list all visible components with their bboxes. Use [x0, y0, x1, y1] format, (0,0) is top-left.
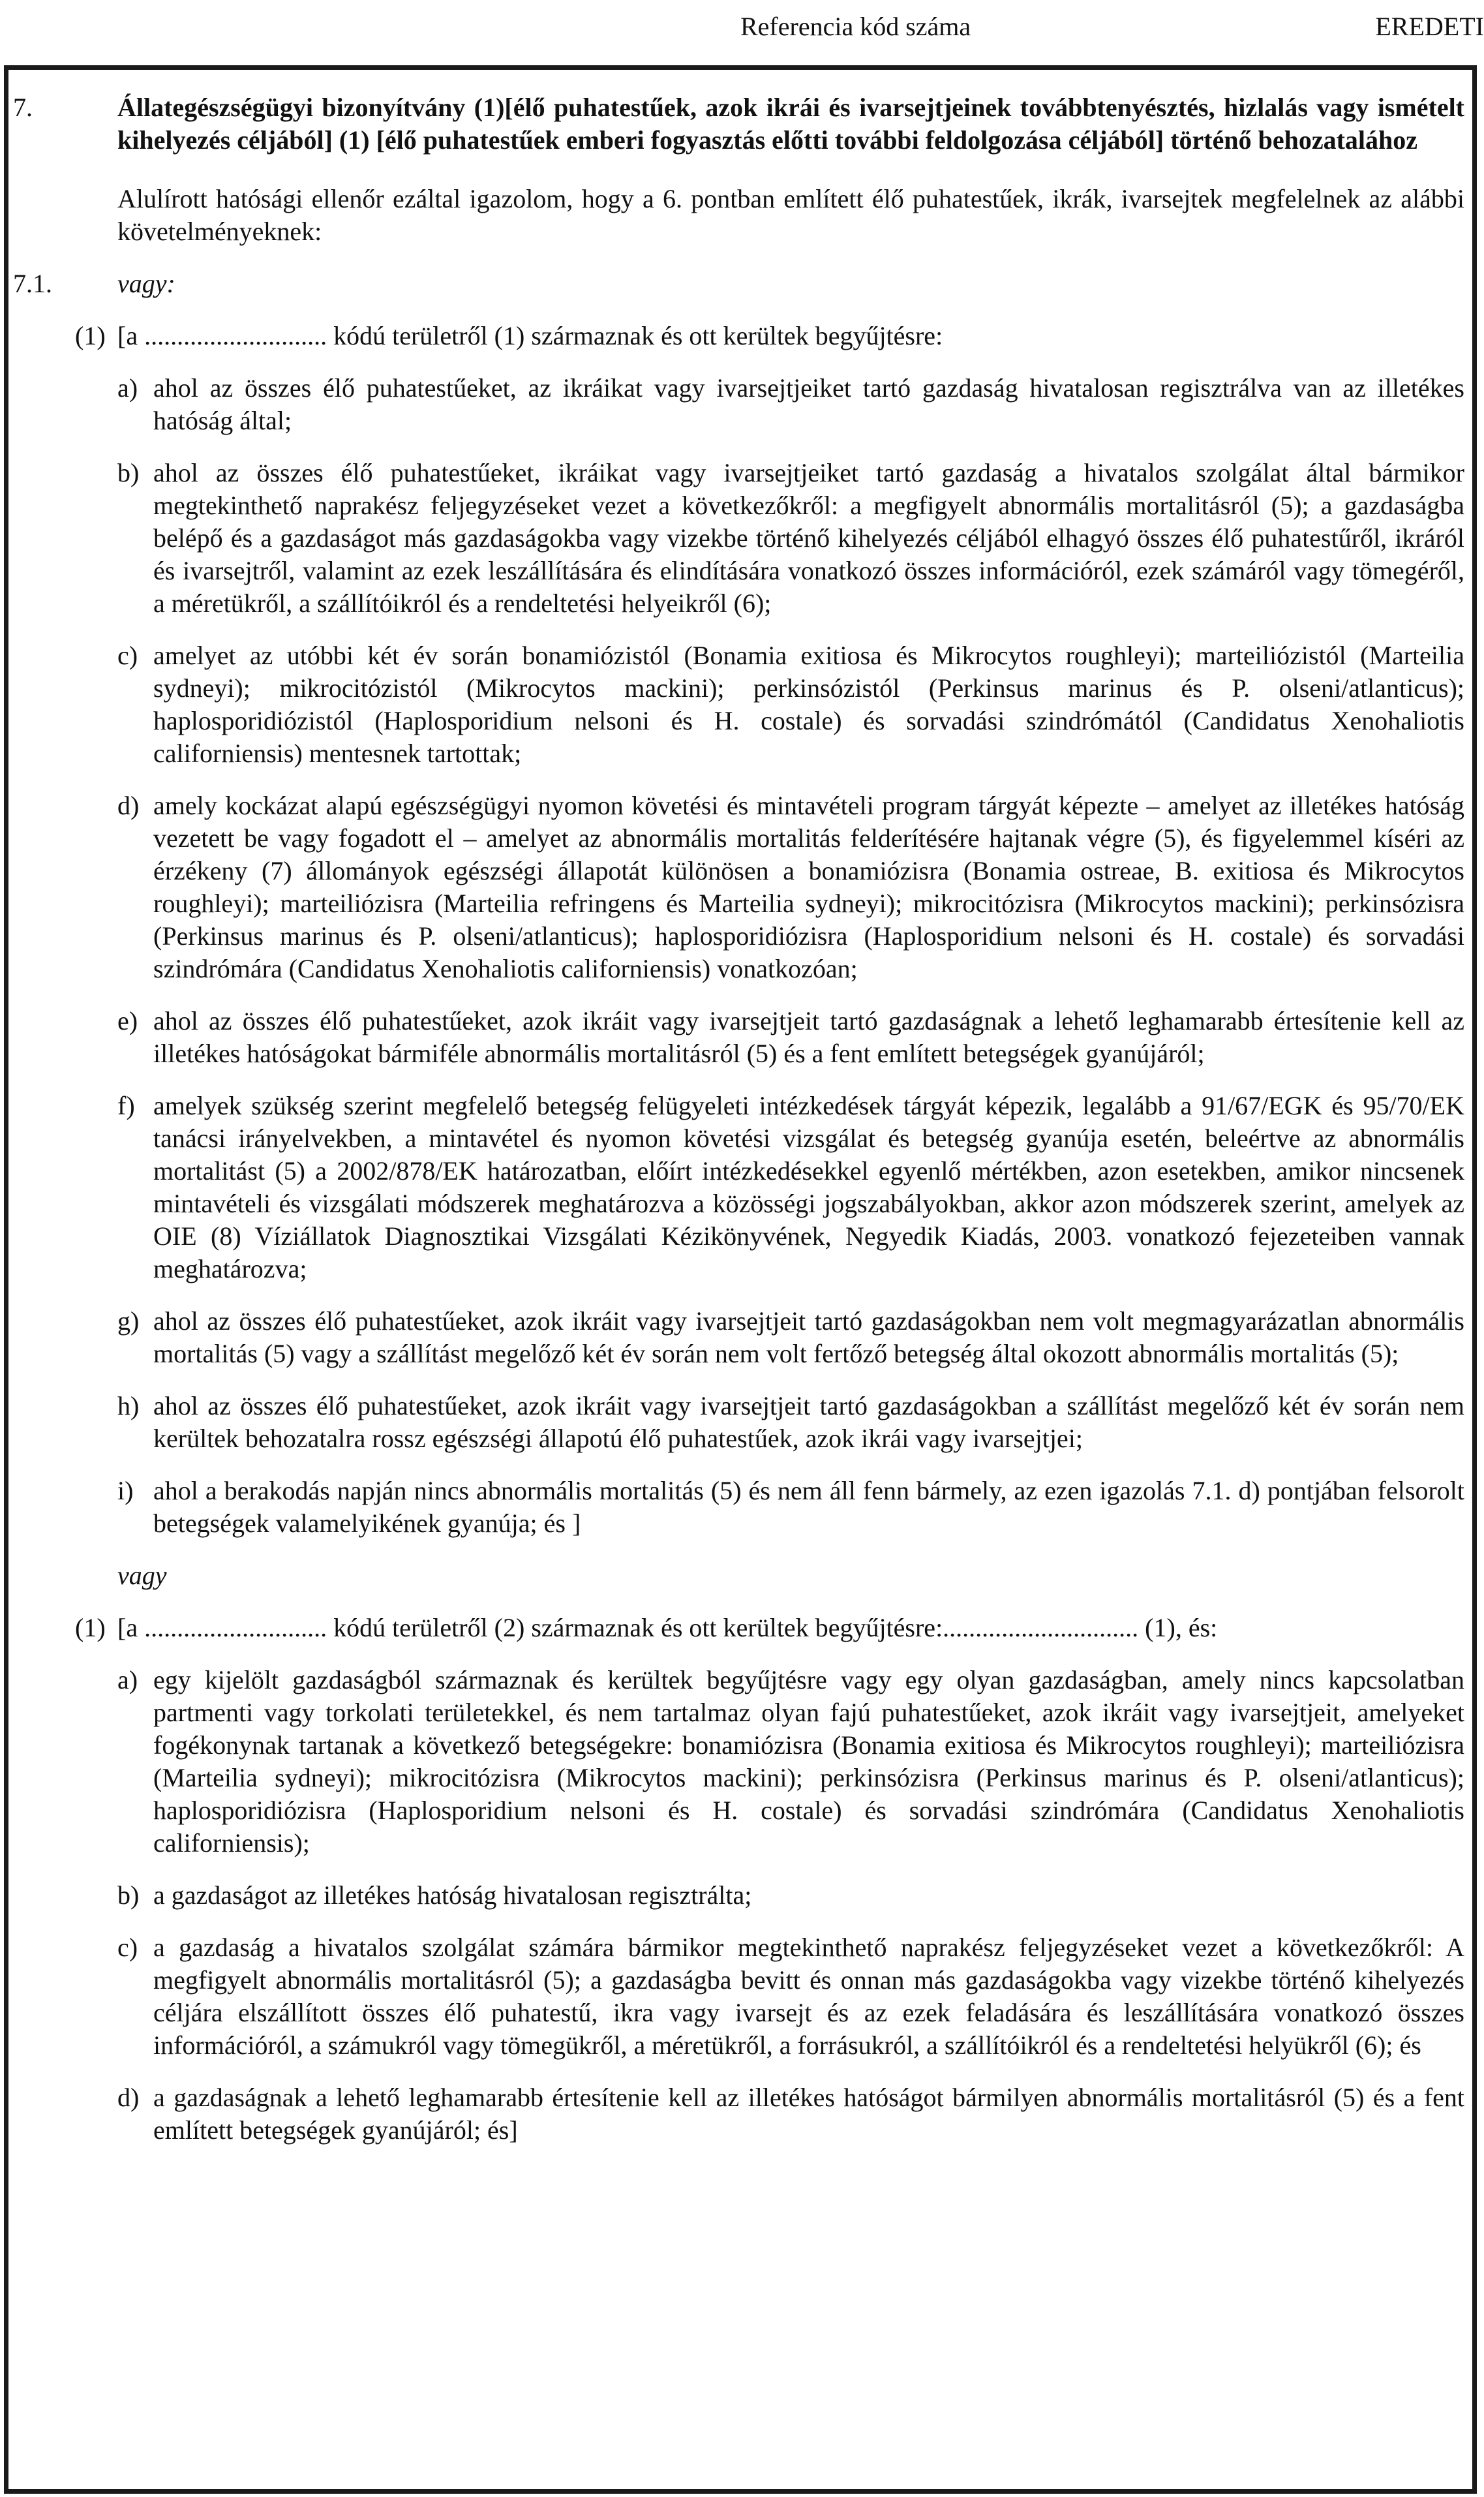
- item-text: a gazdaságnak a lehető leghamarabb értesítenie kell az illetékes hatóságot bármilyen abnormális mortalitásról (5) és a fent említett betegségek gyanújáról; és]: [153, 2083, 1464, 2145]
- list-item: [13, 1879, 1464, 1912]
- item-text: ahol az összes élő puhatestűeket, az ikráikat vagy ivarsejtjeiket tartó gazdaság hivatalosan regisztrálva van az illetékes hatóság által;: [153, 373, 1464, 435]
- item-text: amely kockázat alapú egészségügyi nyomon követési és mintavételi program tárgyát képezte – amelyet az illetékes hatóság vezetett be vagy fogadott el – amelyet az abnormális mortalitás felderítésére hajtanak végre (5), és figyelemmel kíséri az érzékeny (7) állományok egészségi állapotát különösen a bonamiózisra (Bonamia ostreae, B. exitiosa és Mikrocytos roughleyi); marteiliózisra (Marteilia refringens és Marteilia sydneyi); mikrocitózisra (Mikrocytos mackini); perkinsózisra (Perkinsus marinus és P. olseni/atlanticus); haplosporidiózisra (Haplosporidium nelsoni és H. costale) és sorvadási szindrómára (Candidatus Xenohaliotis californiensis) vonatkozóan;: [153, 791, 1464, 983]
- original-label: EREDETI: [1375, 12, 1484, 41]
- item-label: d): [117, 2083, 140, 2112]
- item-label: f): [117, 1091, 135, 1120]
- section-title: Állategészségügyi bizonyítvány (1)[élő puhatestűek, azok ikrái és ivarsejtjeinek továbbtenyésztés, hizlalás vagy ismételt kihelyezés céljából] (1) [élő puhatestűek emberi fogyasztás előtti további feldolgozása céljából] történő behozatalához: [117, 93, 1464, 155]
- item-label: a): [117, 373, 138, 403]
- item-label: b): [117, 458, 140, 487]
- between-vagy: vagy: [117, 1561, 167, 1590]
- subsection-vagy: vagy:: [117, 269, 175, 298]
- option-2-mark: (1): [75, 1613, 106, 1642]
- item-label: c): [117, 1933, 138, 1962]
- item-text: amelyet az utóbbi két év során bonamiózistól (Bonamia exitiosa és Mikrocytos roughleyi); marteiliózistól (Marteilia sydneyi); mikrocitózistól (Mikrocytos mackini); perkinsózistól (Perkinsus marinus és P. olseni/atlanticus); haplosporidiózistól (Haplosporidium nelsoni és H. costale) és sorvadási szindrómától (Candidatus Xenohaliotis californiensis) mentesnek tartottak;: [153, 641, 1464, 768]
- section-number: 7.: [13, 93, 33, 122]
- list-item: [13, 789, 1464, 985]
- option-2-lead-text: [a ............................ kódú területről (2) származnak és ott kerültek begyűjtésre:.............................. (1), és:: [117, 1613, 1218, 1642]
- reference-code-label: Referencia kód száma: [740, 12, 971, 41]
- item-label: e): [117, 1006, 138, 1035]
- item-text: ahol az összes élő puhatestűeket, azok ikráit vagy ivarsejtjeit tartó gazdaságnak a lehető leghamarabb értesítenie kell az illetékes hatóságokat bármiféle abnormális mortalitásról (5) és a fent említett betegségek gyanújáról;: [153, 1006, 1464, 1068]
- list-item: [13, 1931, 1464, 2062]
- list-item: [13, 2081, 1464, 2147]
- list-item: [13, 1390, 1464, 1455]
- list-item: [13, 1090, 1464, 1285]
- list-item: [13, 372, 1464, 437]
- subsection-heading: [13, 268, 1464, 300]
- item-label: g): [117, 1306, 140, 1336]
- item-text: ahol az összes élő puhatestűeket, ikráikat vagy ivarsejtjeiket tartó gazdaság a hivatalos szolgálat által bármikor megtekinthető naprakész feljegyzéseket vezet a következőkről: a megfigyelt abnormális mortalitásról (5); a gazdaságba belépő és a gazdaságot más gazdaságokba vagy vizekbe történő kihelyezés céljából elhagyó összes élő puhatestűről, ikráról és ivarsejtről, valamint az ezek leszállítására és elindítására vonatkozó összes információról, ezek számáról vagy tömegéről, a méretükről, a szállítóikról és a rendeltetési helyeikről (6);: [153, 458, 1464, 618]
- item-text: ahol a berakodás napján nincs abnormális mortalitás (5) és nem áll fenn bármely, az ezen igazolás 7.1. d) pontjában felsorolt betegségek valamelyikének gyanúja; és ]: [153, 1476, 1464, 1538]
- list-item: [13, 1305, 1464, 1370]
- list-item: [13, 457, 1464, 620]
- item-text: ahol az összes élő puhatestűeket, azok ikráit vagy ivarsejtjeit tartó gazdaságokban nem volt megmagyarázatlan abnormális mortalitás (5) vagy a szállítást megelőző két év során nem volt fertőző betegség által okozott abnormális mortalitás (5);: [153, 1306, 1464, 1368]
- item-text: a gazdaság a hivatalos szolgálat számára bármikor megtekinthető naprakész feljegyzéseket vezet a következőkről: A megfigyelt abnormális mortalitásról (5); a gazdaságba bevitt és onnan más gazdaságokba vagy vizekbe történő kihelyezés céljára elszállított összes élő puhatestű, ikra vagy ivarsejt és az ezek feladására és leszállítására vonatkozó összes információról, a számukról vagy tömegükről, a méretükről, a forrásukról, a szállítóikról és a rendeltetési helyükről (6); és: [153, 1933, 1464, 2060]
- section-intro: Alulírott hatósági ellenőr ezáltal igazolom, hogy a 6. pontban említett élő puhatestűek, ikrák, ivarsejtek megfelelnek az alábbi követelményeknek:: [117, 184, 1464, 246]
- list-item: [13, 1005, 1464, 1070]
- subsection-number: 7.1.: [13, 269, 52, 298]
- item-label: h): [117, 1391, 140, 1420]
- list-item: [13, 1664, 1464, 1860]
- item-label: b): [117, 1880, 140, 1910]
- option-1-lead: [13, 320, 1464, 352]
- option-2-items: [13, 1664, 1464, 2147]
- item-text: amelyek szükség szerint megfelelő betegség felügyeleti intézkedések tárgyát képezik, legalább a 91/67/EGK és 95/70/EK tanácsi irányelvekben, a mintavétel és nyomon követési vizsgálat és betegség gyanúja esetén, beleértve az abnormális mortalitást (5) a 2002/878/EK határozatban, előírt intézkedésekkel egyenlő mértékben, azon esetekben, amikor nincsenek mintavételi és vizsgálati módszerek meghatározva a közösségi jogszabályokban, akkor azon módszerek szerint, amelyek az OIE (8) Víziállatok Diagnosztikai Vizsgálati Kézikönyvének, Negyedik Kiadás, 2003. vonatkozó fejezeteiben vannak meghatározva;: [153, 1091, 1464, 1283]
- item-label: a): [117, 1665, 138, 1694]
- option-1-items: [13, 372, 1464, 1540]
- option-1-lead-text: [a ............................ kódú területről (1) származnak és ott kerültek begyűjtésre:: [117, 321, 943, 350]
- item-label: d): [117, 791, 140, 820]
- item-text: a gazdaságot az illetékes hatóság hivatalosan regisztrálta;: [153, 1880, 752, 1910]
- option-2-lead: [13, 1612, 1464, 1644]
- option-1-mark: (1): [75, 321, 106, 350]
- item-label: c): [117, 641, 138, 670]
- item-label: i): [117, 1476, 134, 1505]
- section-heading: [13, 91, 1464, 157]
- list-item: [13, 639, 1464, 770]
- list-item: [13, 1475, 1464, 1540]
- item-text: ahol az összes élő puhatestűeket, azok ikráit vagy ivarsejtjeit tartó gazdaságokban a szállítást megelőző két év során nem kerültek behozatalra rossz egészségi állapotú élő puhatestűek, azok ikrái vagy ivarsejtjei;: [153, 1391, 1464, 1453]
- certificate-body: [13, 91, 1464, 2147]
- item-text: egy kijelölt gazdaságból származnak és kerültek begyűjtésre vagy egy olyan gazdaságban, amely nincs kapcsolatban partmenti vagy torkolati területekkel, és nem tartalmaz olyan fajú puhatestűeket, azok ikráit vagy ivarsejtjeit, amelyeket fogékonynak tartanak a következő betegségekre: bonamiózisra (Bonamia exitiosa és Mikrocytos roughleyi); marteiliózisra (Marteilia sydneyi); mikrocitózisra (Mikrocytos mackini); perkinsózisra (Perkinsus marinus és P. olseni/atlanticus); haplosporidiózisra (Haplosporidium nelsoni és H. costale) és sorvadási szindrómára (Candidatus Xenohaliotis californiensis);: [153, 1665, 1464, 1858]
